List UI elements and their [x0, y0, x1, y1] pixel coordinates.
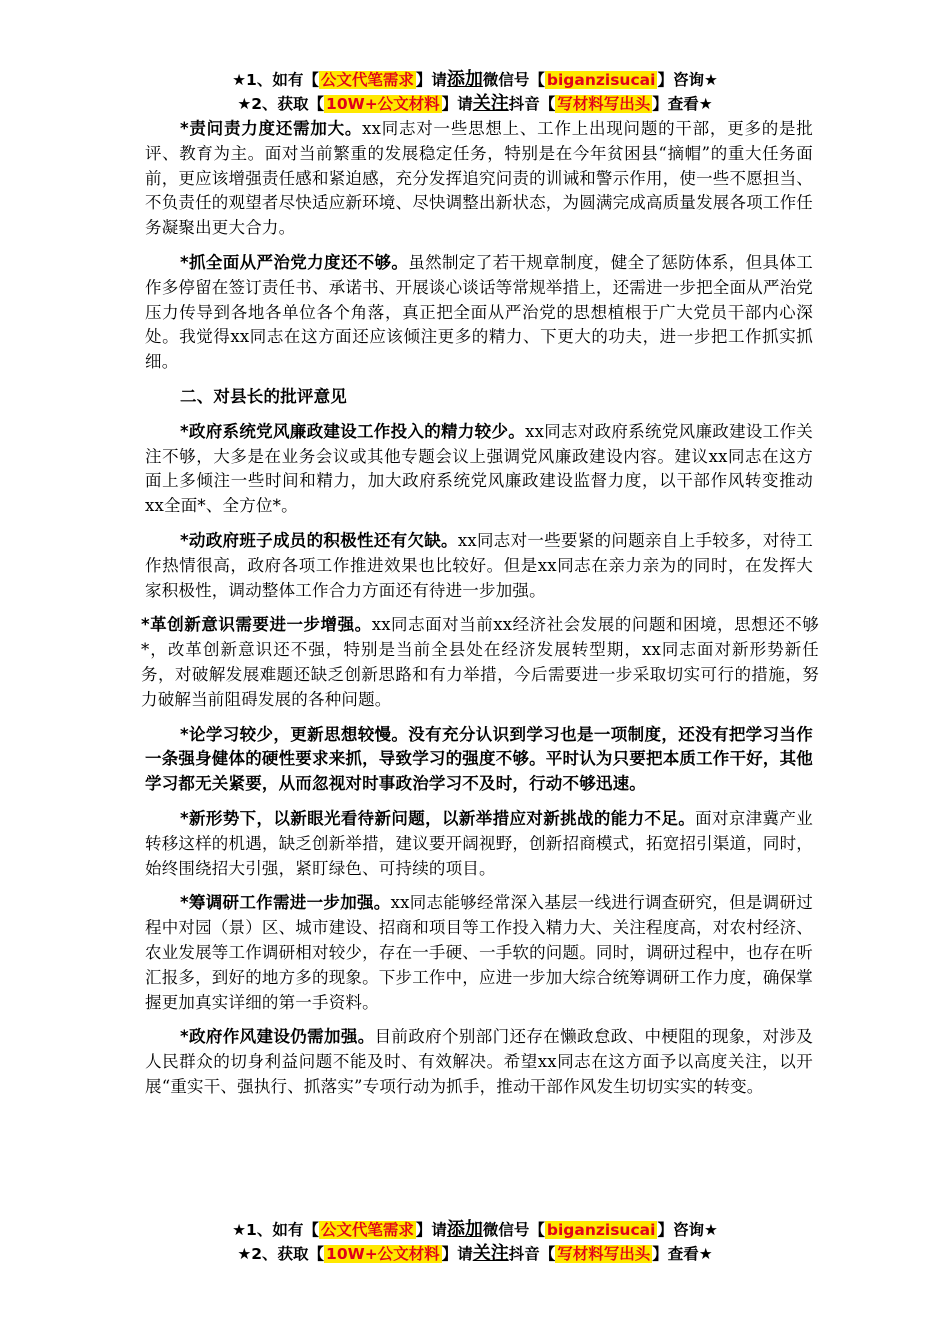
paragraph	[145, 420, 813, 519]
banner-line-1	[0, 68, 950, 92]
banner-text: ★1、如有【	[232, 71, 319, 89]
paragraph-lead: *政府作风建设仍需加强。	[180, 1027, 375, 1047]
paragraph-lead: *动政府班子成员的积极性还有欠缺。	[180, 530, 458, 550]
paragraph	[145, 117, 813, 241]
banner-underlined: 关注	[472, 93, 509, 114]
banner-line-1	[0, 1218, 950, 1242]
paragraph-text: xx同志对政府系统党风廉政建设工作关注不够，大多是在业务会议或其他专题会议上强调党风廉政建设内容。建议xx同志在这方面上多倾注一些时间和精力，加大政府系统党风廉政建设监督力度，以干部作风转变推动xx全面*、全方位*。	[145, 421, 813, 516]
banner-line-2	[0, 1242, 950, 1266]
paragraph	[141, 613, 819, 712]
paragraph-text: xx同志对一些思想上、工作上出现问题的干部，更多的是批评、教育为主。面对当前繁重的发展稳定任务，特别是在今年贫困县“摘帽”的重大任务面前，更应该增强责任感和紧迫感，充分发挥追究问责的训诫和警示作用，使一些不愿担当、不负责任的观望者尽快适应新环境、尽快调整出新状态，为圆满完成高质量发展各项工作任务凝聚出更大合力。	[145, 119, 813, 238]
banner-wechat-id: biganzisucai	[546, 71, 656, 89]
banner-underlined: 添加	[446, 69, 483, 90]
banner-text: 】请	[415, 71, 447, 89]
paragraph-text: 目前政府个别部门还存在懒政怠政、中梗阻的现象，对涉及人民群众的切身利益问题不能及时、有效解决。希望xx同志在这方面予以高度关注，以开展“重实干、强执行、抓落实”专项行动为抓手，推动干部作风发生切切实实的转变。	[145, 1027, 813, 1096]
banner-text: 】查看★	[652, 1245, 713, 1263]
banner-text: 】咨询★	[657, 1221, 718, 1239]
banner-text: 】请	[441, 1245, 473, 1263]
paragraph-text: 面对京津冀产业转移这样的机遇，缺乏创新举措，建议要开阔视野，创新招商模式，拓宽招引渠道，同时，始终围绕招大引强，紧盯绿色、可持续的项目。	[145, 808, 813, 878]
banner-douyin-account: 写材料写出头	[557, 1245, 651, 1263]
banner-text: 】请	[441, 95, 473, 113]
banner-douyin-account: 写材料写出头	[557, 95, 651, 113]
banner-text: ★1、如有【	[232, 1221, 319, 1239]
paragraph-lead: *新形势下，以新眼光看待新问题，以新举措应对新挑战的能力不足。	[180, 808, 696, 828]
section-heading: 二、对县长的批评意见	[180, 386, 347, 406]
paragraph-lead: *抓全面从严治党力度还不够。	[180, 252, 409, 272]
paragraph-lead: *论学习较少，更新思想较慢。没有充分认识到学习也是一项制度，还没有把学习当作一条强身健体的硬性要求来抓，导致学习的强度不够。平时认为只要把本质工作干好，其他学习都无关紧要，从而忽视对时事政治学习不及时，行动不够迅速。	[145, 724, 813, 794]
paragraph-text: xx同志对一些要紧的问题亲自上手较多，对待工作热情很高，政府各项工作推进效果也比较好。但是xx同志在亲力亲为的同时，在发挥大家积极性，调动整体工作合力方面还有待进一步加强。	[145, 530, 814, 600]
banner-text: 微信号【	[482, 1221, 545, 1239]
paragraph-lead: *革创新意识需要进一步增强。	[141, 615, 372, 635]
paragraph	[145, 891, 813, 1015]
banner-underlined: 关注	[472, 1243, 509, 1264]
paragraph-text: 虽然制定了若干规章制度，健全了惩防体系，但具体工作多停留在签订责任书、承诺书、开展谈心谈话等常规举措上，还需进一步把全面从严治党压力传导到各地各单位各个角落，真正把全面从严治党的思想植根于广大党员干部内心深处。我觉得xx同志在这方面还应该倾注更多的精力、下更大的功夫，进一步把工作抓实抓细。	[145, 252, 813, 372]
banner-text: 抖音【	[508, 1245, 556, 1263]
paragraph-lead: *政府系统党风廉政建设工作投入的精力较少。	[180, 421, 526, 441]
top-banner	[0, 68, 950, 116]
banner-highlight: 10W+公文材料	[326, 1245, 440, 1263]
banner-text: 】请	[415, 1221, 447, 1239]
banner-text: 微信号【	[482, 71, 545, 89]
banner-underlined: 添加	[446, 1219, 483, 1240]
banner-highlight: 公文代笔需求	[320, 71, 414, 89]
document-body	[141, 117, 819, 1110]
banner-text: 】查看★	[652, 95, 713, 113]
paragraph-text: xx同志能够经常深入基层一线进行调查研究，但是调研过程中对园（景）区、城市建设、招商和项目等工作投入精力大、关注程度高，对农村经济、农业发展等工作调研相对较少，存在一手硬、一手软的问题。同时，调研过程中，也存在听汇报多，到好的地方多的现象。下步工作中，应进一步加大综合统筹调研工作力度，确保掌握更加真实详细的第一手资料。	[145, 893, 814, 1012]
paragraph	[145, 529, 813, 603]
banner-text: ★2、获取【	[237, 1245, 325, 1263]
paragraph-lead: *责问责力度还需加大。	[180, 119, 363, 138]
banner-text: 抖音【	[508, 95, 556, 113]
banner-highlight: 10W+公文材料	[326, 95, 440, 113]
banner-wechat-id: biganzisucai	[546, 1221, 656, 1239]
paragraph-lead: *筹调研工作需进一步加强。	[180, 893, 391, 913]
paragraph	[145, 251, 813, 375]
bottom-banner	[0, 1218, 950, 1266]
banner-line-2	[0, 92, 950, 116]
paragraph	[145, 723, 813, 797]
banner-text: ★2、获取【	[237, 95, 325, 113]
banner-highlight: 公文代笔需求	[320, 1221, 414, 1239]
banner-text: 】咨询★	[657, 71, 718, 89]
paragraph-text: xx同志面对当前xx经济社会发展的问题和困境，思想还不够*，改革创新意识还不强，特别是当前全县处在经济发展转型期，xx同志面对新形势新任务，对破解发展难题还缺乏创新思路和有力举措，今后需要进一步采取切实可行的措施，努力破解当前阻碍发展的各种问题。	[141, 615, 819, 709]
paragraph	[145, 807, 813, 881]
paragraph	[145, 1025, 813, 1099]
